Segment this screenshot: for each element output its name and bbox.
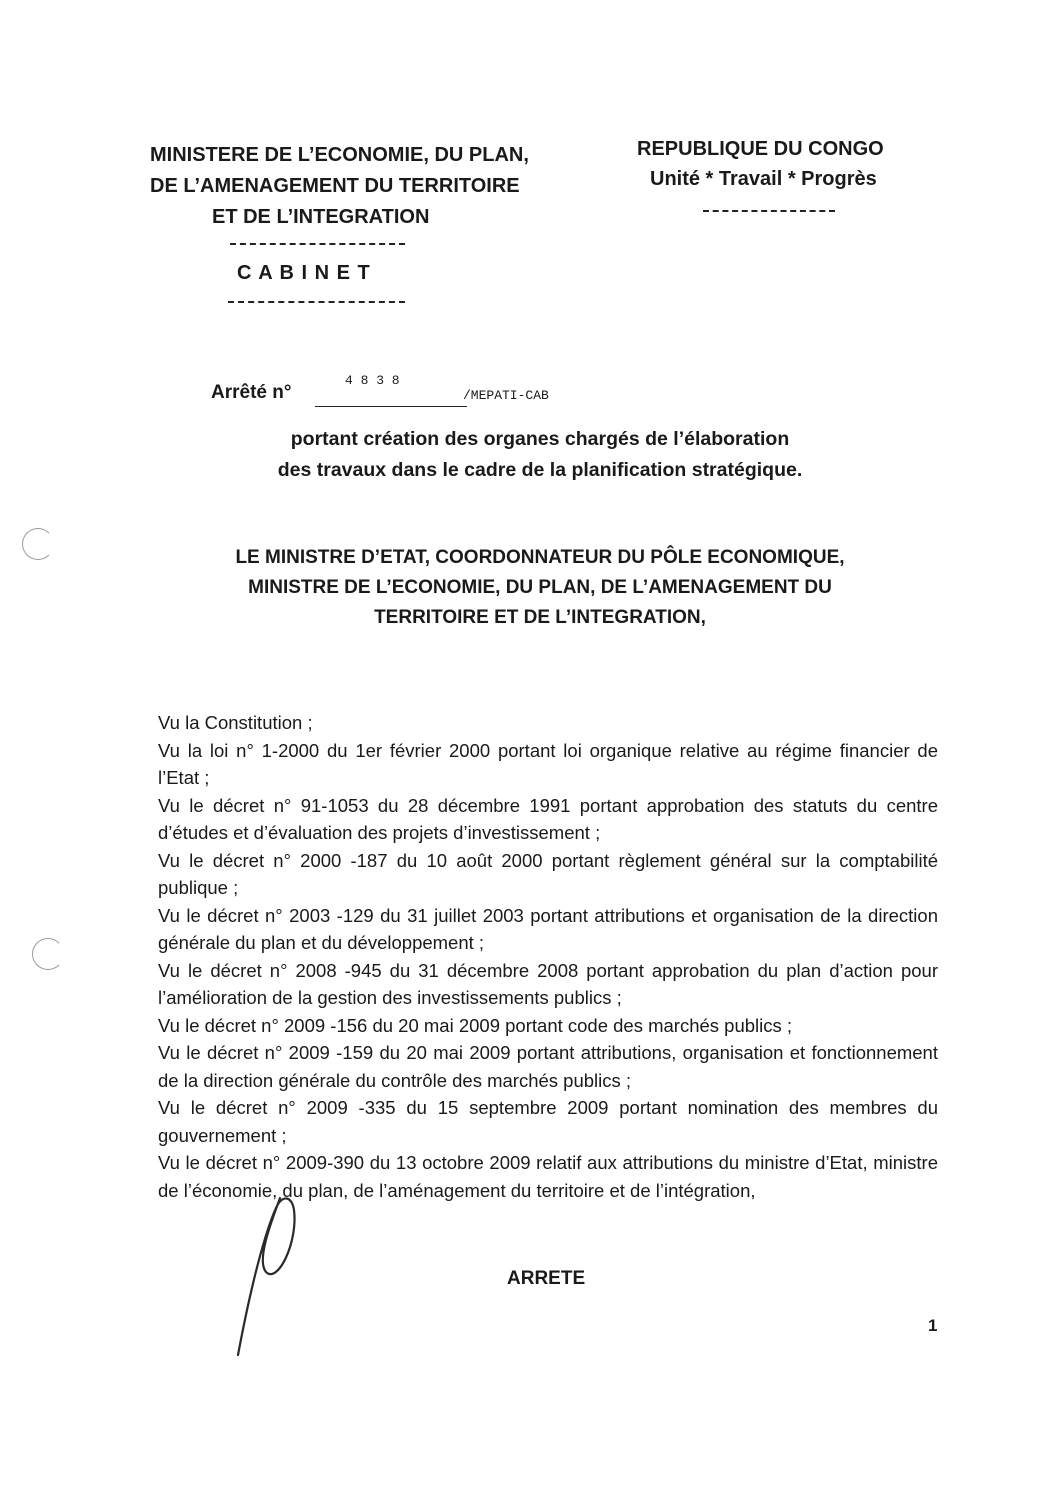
- ministry-line: MINISTERE DE L’ECONOMIE, DU PLAN,: [150, 144, 529, 166]
- consideration-item: Vu la loi n° 1-2000 du 1er février 2000 portant loi organique relative au régime financier de l’Etat ;: [158, 739, 938, 788]
- minister-line: LE MINISTRE D’ETAT, COORDONNATEUR DU PÔLE ECONOMIQUE,: [235, 547, 845, 568]
- decree-label: Arrêté n°: [211, 382, 292, 403]
- punch-hole-bottom: [32, 938, 64, 970]
- republic-motto: Unité * Travail * Progrès: [650, 168, 877, 190]
- handwritten-initial: [222, 1190, 312, 1360]
- consideration-item: Vu le décret n° 2009 -335 du 15 septembre 2009 portant nomination des membres du gouvernement ;: [158, 1097, 938, 1146]
- decree-subject: [230, 424, 850, 486]
- minister-line: MINISTRE DE L’ECONOMIE, DU PLAN, DE L’AMENAGEMENT DU: [248, 577, 832, 598]
- subject-line: des travaux dans le cadre de la planification stratégique.: [277, 459, 803, 481]
- republic-title: REPUBLIQUE DU CONGO: [637, 138, 884, 160]
- decree-suffix: /MEPATI-CAB: [463, 388, 549, 403]
- consideration-item: Vu le décret n° 2009-390 du 13 octobre 2009 relatif aux attributions du ministre d’Etat, ministre de l’économie, du plan, de l’aménagement du territoire et de l’intégration,: [158, 1152, 938, 1201]
- consideration-item: Vu la Constitution ;: [158, 712, 313, 733]
- minister-title: [170, 543, 910, 633]
- cabinet-label: C A B I N E T: [237, 262, 371, 284]
- consideration-item: Vu le décret n° 2008 -945 du 31 décembre 2008 portant approbation du plan d’action pour l’amélioration de la gestion des investissements publics ;: [158, 959, 938, 1008]
- decree-line: [211, 373, 611, 414]
- decree-number: 4 8 3 8: [345, 373, 400, 388]
- divider: [703, 210, 835, 212]
- consideration-item: Vu le décret n° 91-1053 du 28 décembre 1991 portant approbation des statuts du centre d’études et d’évaluation des projets d’investissement ;: [158, 794, 938, 843]
- consideration-item: Vu le décret n° 2009 -156 du 20 mai 2009 portant code des marchés publics ;: [158, 1014, 793, 1036]
- consideration-item: Vu le décret n° 2003 -129 du 31 juillet 2003 portant attributions et organisation de la direction générale du plan et du développement ;: [158, 904, 938, 953]
- decree-underline: [315, 406, 467, 407]
- ministry-line: ET DE L’INTEGRATION: [212, 206, 430, 228]
- punch-hole-top: [22, 528, 54, 560]
- consideration-item: Vu le décret n° 2000 -187 du 10 août 2000 portant règlement général sur la comptabilité publique ;: [158, 849, 938, 898]
- ministry-header: [150, 140, 570, 233]
- subject-line: portant création des organes chargés de l’élaboration: [290, 428, 790, 450]
- arrete-heading: ARRETE: [507, 1268, 586, 1289]
- minister-line: TERRITOIRE ET DE L’INTEGRATION,: [374, 607, 706, 628]
- divider: [228, 301, 405, 303]
- ministry-line: DE L’AMENAGEMENT DU TERRITOIRE: [150, 175, 520, 197]
- divider: [230, 243, 405, 245]
- consideration-item: Vu le décret n° 2009 -159 du 20 mai 2009 portant attributions, organisation et fonctionnement de la direction générale du contrôle des marchés publics ;: [158, 1042, 938, 1091]
- page-number: 1: [928, 1316, 938, 1335]
- considerations-list: [158, 709, 938, 1204]
